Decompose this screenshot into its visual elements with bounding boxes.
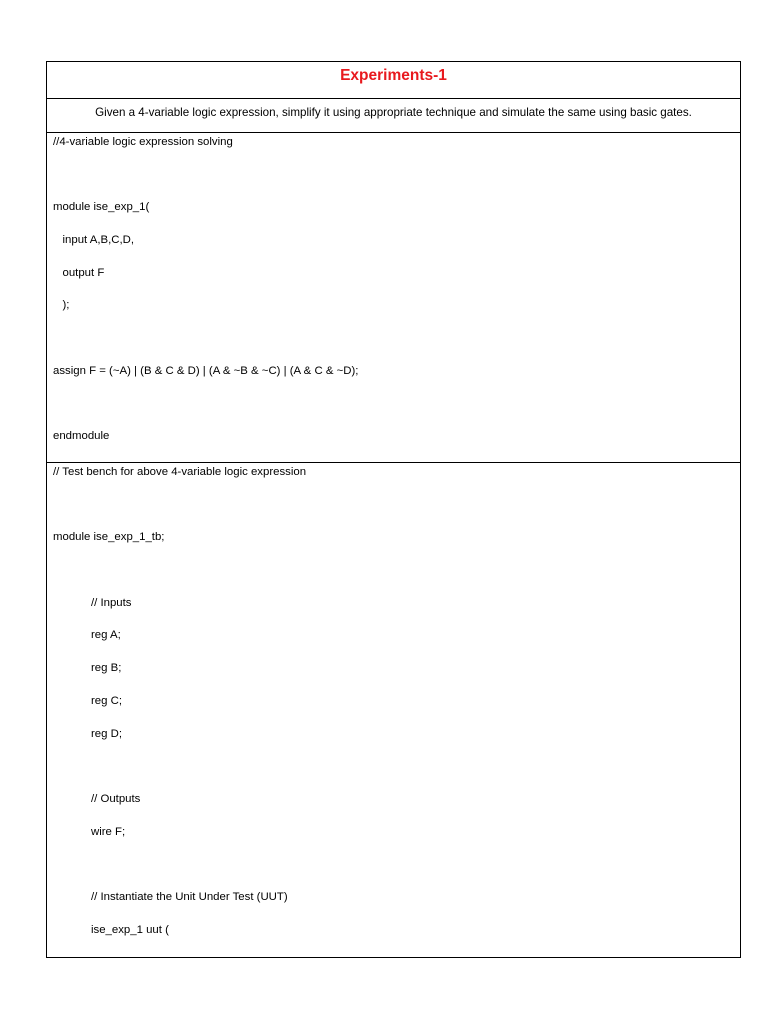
module-code-block <box>47 133 740 463</box>
code-line: reg A; <box>53 629 121 642</box>
code-line: module ise_exp_1( <box>53 201 150 214</box>
description-row <box>47 99 740 133</box>
code-line: ise_exp_1 uut ( <box>53 923 169 936</box>
title-row <box>47 62 740 99</box>
code-line <box>53 497 740 530</box>
code-line: reg B; <box>53 662 122 675</box>
code-line <box>53 396 740 429</box>
code-line: reg D; <box>53 727 122 740</box>
code-line: ); <box>53 299 70 312</box>
code-line <box>53 758 740 791</box>
code-line <box>53 856 740 889</box>
code-line: // Outputs <box>53 792 141 805</box>
experiment-description: Given a 4-variable logic expression, simplify it using appropriate technique and simulate the same using basic gates. <box>95 106 692 119</box>
code-line: wire F; <box>53 825 126 838</box>
code-line: output F <box>53 266 105 279</box>
experiment-table <box>46 61 741 958</box>
code-line: reg C; <box>53 694 122 707</box>
code-line: module ise_exp_1_tb; <box>53 531 165 544</box>
code-line: assign F = (~A) | (B & C & D) | (A & ~B & ~C) | (A & C & ~D); <box>53 364 359 377</box>
code-line: //4-variable logic expression solving <box>53 136 233 148</box>
code-line: // Inputs <box>53 596 132 609</box>
code-line: // Instantiate the Unit Under Test (UUT) <box>53 890 288 903</box>
code-line: // Test bench for above 4-variable logic expression <box>53 466 307 478</box>
experiment-title: Experiments-1 <box>340 67 447 84</box>
code-line <box>53 330 740 363</box>
code-line <box>53 562 740 595</box>
testbench-code-block <box>47 463 740 957</box>
code-line: input A,B,C,D, <box>53 234 135 247</box>
code-line <box>53 167 740 200</box>
code-line: endmodule <box>53 430 110 443</box>
